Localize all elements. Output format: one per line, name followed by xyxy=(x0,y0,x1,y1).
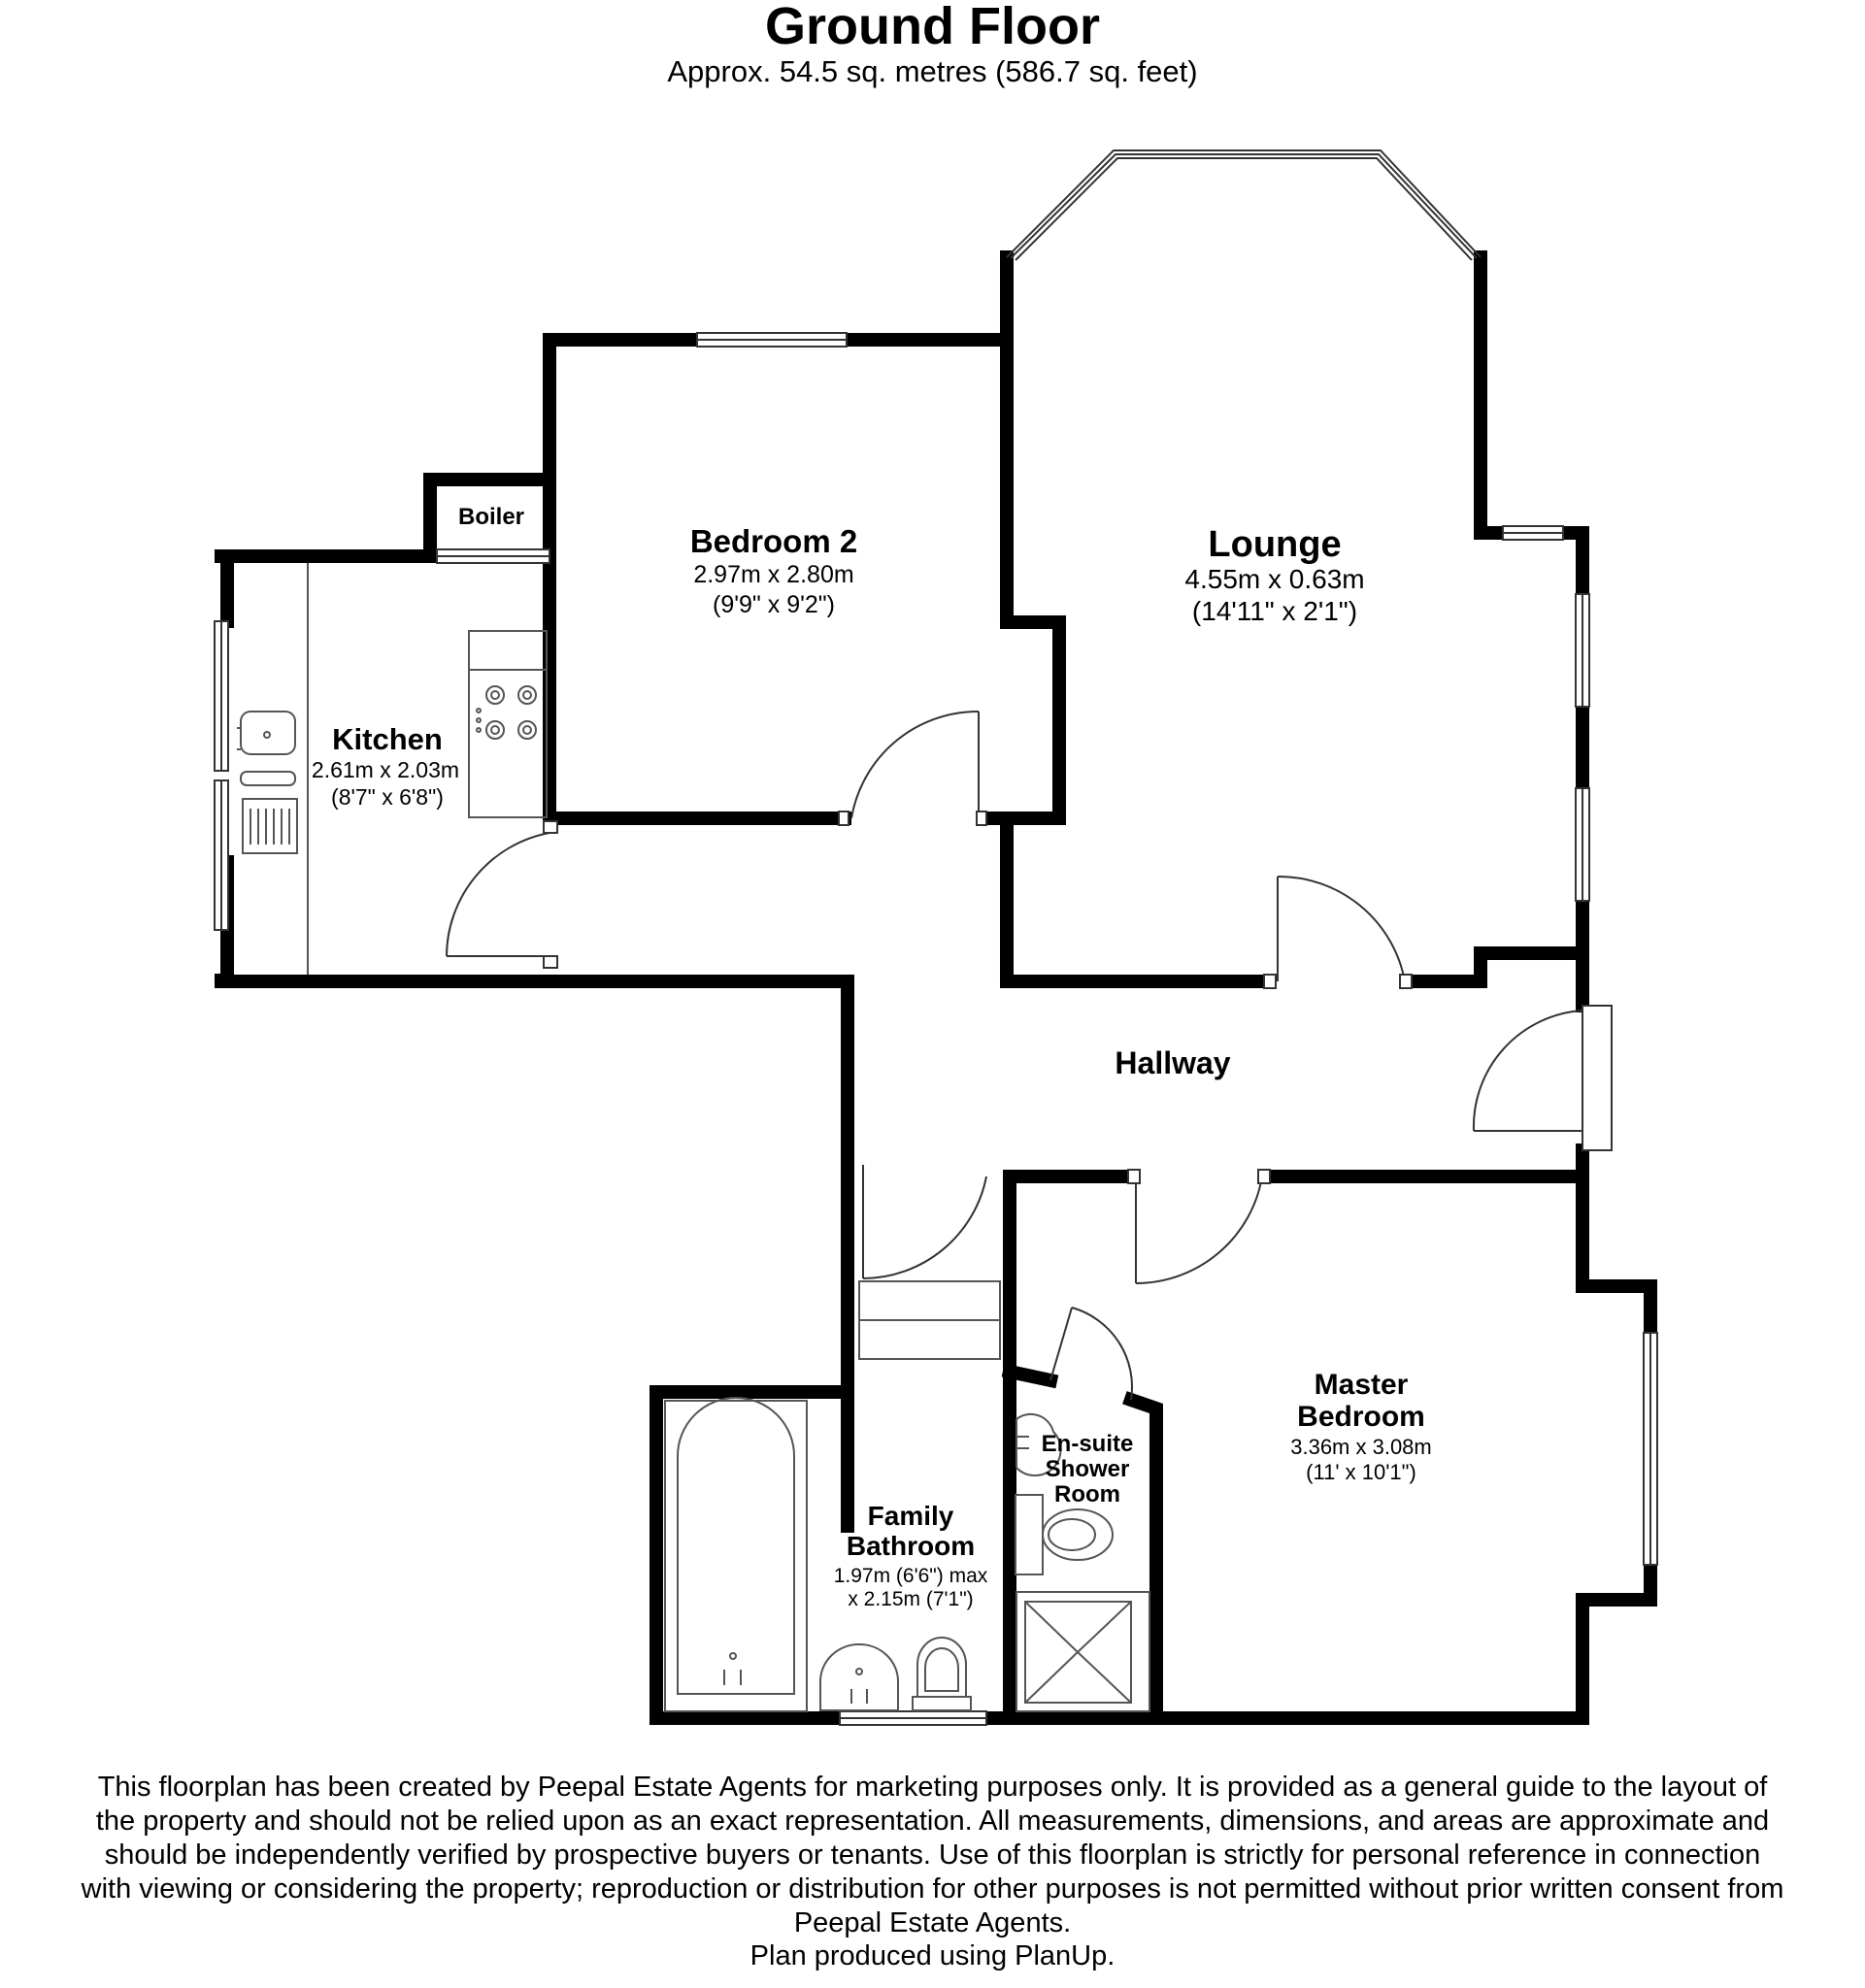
credit-line: Plan produced using PlanUp. xyxy=(749,1940,1116,1971)
disclaimer-line: the property and should not be relied upon as an exact representation. All measurements, dimensions, and areas are approximate and xyxy=(95,1806,1770,1837)
master-label-1: Master xyxy=(1314,1369,1409,1401)
disclaimer-line: with viewing or considering the property; reproduction or distribution for other purposes is not permitted without prior written consent from xyxy=(81,1873,1784,1905)
bathroom-label-1: Family xyxy=(867,1501,954,1531)
lounge-metric: 4.55m x 0.63m xyxy=(1184,564,1365,594)
bay-window xyxy=(1007,150,1481,260)
lounge-imperial: (14'11" x 2'1") xyxy=(1191,596,1358,626)
walls xyxy=(221,257,1650,1718)
bathroom-label-2: Bathroom xyxy=(846,1531,976,1561)
disclaimer-line: should be independently verified by prospective buyers or tenants. Use of this floorplan is strictly for personal reference in connection xyxy=(104,1839,1761,1871)
bedroom2-imperial: (9'9" x 9'2") xyxy=(713,591,835,618)
master-label-2: Bedroom xyxy=(1297,1401,1425,1433)
bedroom2-label: Bedroom 2 xyxy=(689,523,858,559)
ensuite-label-3: Room xyxy=(1054,1481,1120,1508)
kitchen-metric: 2.61m x 2.03m xyxy=(311,757,460,782)
plan-area: Approx. 54.5 sq. metres (586.7 sq. feet) xyxy=(667,54,1198,88)
bathroom-dim-2: x 2.15m (7'1") xyxy=(848,1588,974,1610)
boiler-label: Boiler xyxy=(457,504,525,530)
master-metric: 3.36m x 3.08m xyxy=(1290,1435,1432,1459)
bedroom2-metric: 2.97m x 2.80m xyxy=(693,561,854,588)
kitchen-label: Kitchen xyxy=(332,722,443,756)
kitchen-imperial: (8'7" x 6'8") xyxy=(331,784,444,810)
disclaimer-line: This floorplan has been created by Peepal Estate Agents for marketing purposes only. It is provided as a general guide to the layout of xyxy=(97,1772,1768,1803)
ensuite-label-1: En-suite xyxy=(1041,1431,1134,1457)
disclaimer-line: Peepal Estate Agents. xyxy=(793,1907,1072,1938)
lounge-label: Lounge xyxy=(1208,524,1342,565)
plan-title: Ground Floor xyxy=(765,0,1100,55)
ensuite-label-2: Shower xyxy=(1045,1456,1130,1482)
master-imperial: (11' x 10'1") xyxy=(1306,1460,1416,1484)
bathroom-dim-1: 1.97m (6'6") max xyxy=(833,1565,988,1587)
hallway-label: Hallway xyxy=(1115,1045,1231,1080)
disclaimer xyxy=(0,1771,1865,1940)
